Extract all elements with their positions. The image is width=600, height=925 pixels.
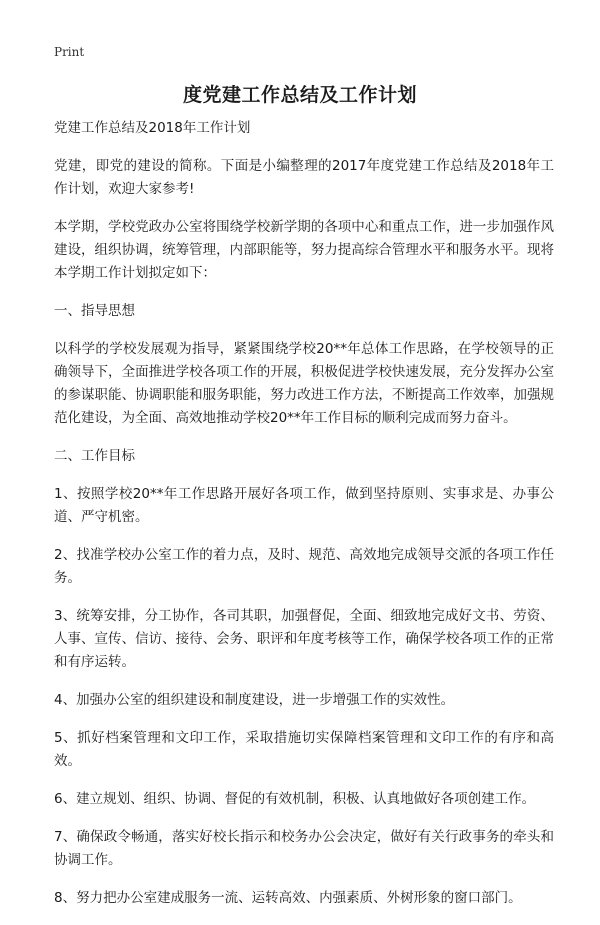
list-item: 8、努力把办公室建成服务一流、运转高效、内强素质、外树形象的窗口部门。 xyxy=(54,890,522,906)
subtitle-paragraph: 党建工作总结及2018年工作计划 xyxy=(54,120,251,136)
print-link[interactable]: Print xyxy=(54,45,85,59)
list-item: 2、找准学校办公室工作的着力点，及时、规范、高效地完成领导交派的各项工作任务。 xyxy=(54,547,554,586)
list-item: 5、抓好档案管理和文印工作，采取措施切实保障档案管理和文印工作的有序和高效。 xyxy=(54,730,554,769)
document-title: 度党建工作总结及工作计划 xyxy=(182,84,417,106)
list-item: 1、按照学校20**年工作思路开展好各项工作，做到坚持原则、实事求是、办事公道、严守机密。 xyxy=(54,486,554,525)
section-heading: 一、指导思想 xyxy=(54,303,135,319)
body-paragraph: 以科学的学校发展观为指导，紧紧围绕学校20**年总体工作思路，在学校领导的正确领导下，全面推进学校各项工作的开展，积极促进学校快速发展，充分发挥办公室的参谋职能、协调职能和服务职能，努力改进工作方法，不断提高工作效率，加强规范化建设，为全面、高效地推动学校20**年工作目标的顺利完成而努力奋斗。 xyxy=(54,341,554,426)
document-body xyxy=(54,117,554,925)
body-paragraph: 本学期，学校党政办公室将围绕学校新学期的各项中心和重点工作，进一步加强作风建设，组织协调，统筹管理，内部职能等，努力提高综合管理水平和服务水平。现将本学期工作计划拟定如下： xyxy=(54,219,554,281)
intro-paragraph: 党建，即党的建设的简称。下面是小编整理的2017年度党建工作总结及2018年工作计划，欢迎大家参考! xyxy=(54,158,554,197)
list-item: 3、统筹安排，分工协作，各司其职，加强督促，全面、细致地完成好文书、劳资、人事、宣传、信访、接待、会务、职评和年度考核等工作，确保学校各项工作的正常和有序运转。 xyxy=(54,608,554,670)
list-item: 7、确保政令畅通，落实好校长指示和校务办公会决定，做好有关行政事务的牵头和协调工作。 xyxy=(54,829,554,868)
list-item: 6、建立规划、组织、协调、督促的有效机制，积极、认真地做好各项创建工作。 xyxy=(54,791,536,807)
list-item: 4、加强办公室的组织建设和制度建设，进一步增强工作的实效性。 xyxy=(54,692,455,708)
section-heading: 二、工作目标 xyxy=(54,448,135,464)
